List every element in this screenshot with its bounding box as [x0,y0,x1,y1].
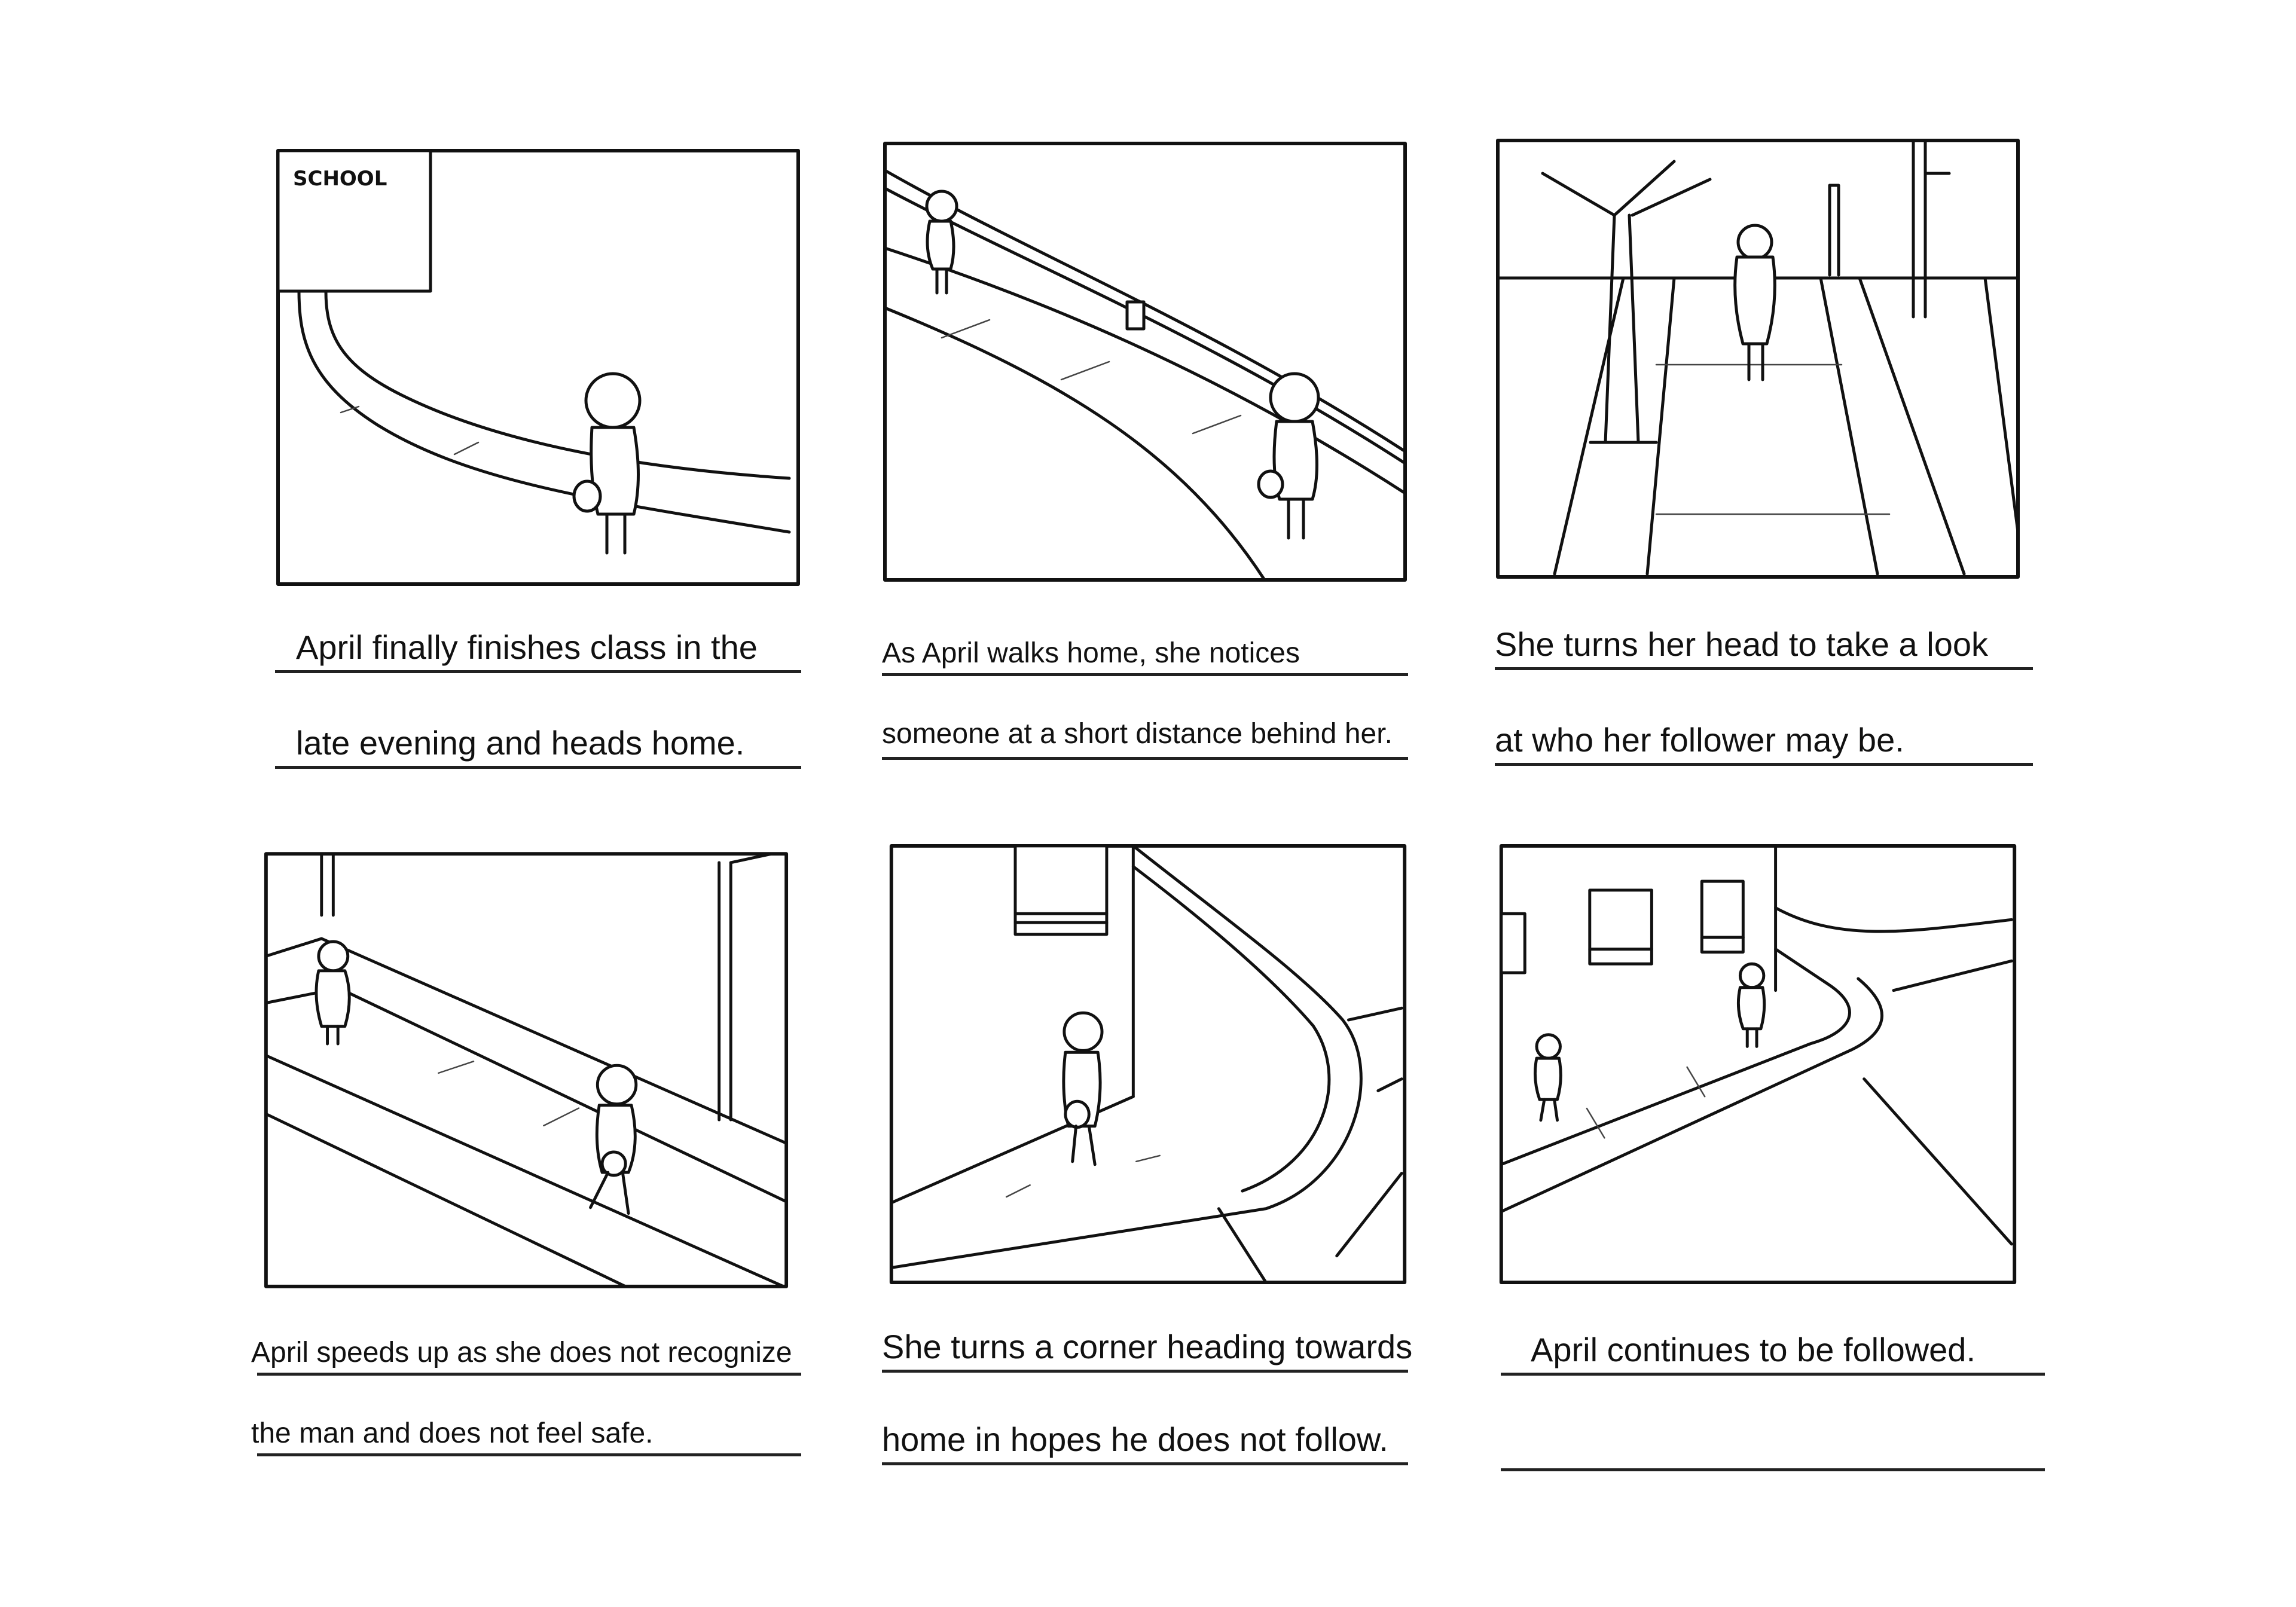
panel-6-drawing [1495,843,2021,1285]
panel-5-drawing [885,843,1411,1285]
april-head [1537,1035,1560,1058]
april-head [1738,225,1772,259]
panel-4-drawing [263,849,789,1291]
bag-icon [574,481,600,511]
storyboard-panel-3 [1495,138,2021,580]
caption-3-line-2: at who her follower may be. [1495,721,1904,759]
april-head [1064,1013,1102,1050]
bag-icon [1065,1101,1089,1127]
storyboard-panel-2 [882,140,1408,583]
building-window [1590,890,1652,964]
caption-1-line-2: late evening and heads home. [296,724,745,762]
caption-3-line-1: She turns her head to take a look [1495,625,1988,663]
storyboard-panel-6 [1495,843,2021,1285]
april-head [586,374,640,427]
storyboard-panel-5 [885,843,1411,1285]
caption-2-line-1: As April walks home, she notices [882,637,1300,669]
follower-head [319,942,348,971]
caption-6-line-1: April continues to be followed. [1531,1331,1976,1368]
april-head [597,1065,636,1104]
caption-2-line-2: someone at a short distance behind her. [882,718,1393,750]
caption-5-line-2: home in hopes he does not follow. [882,1420,1388,1458]
bag-icon [1259,471,1283,497]
storyboard-panel-4 [263,849,789,1291]
panel-2-drawing [882,140,1408,583]
panel-1-drawing [275,143,801,586]
caption-4-line-1: April speeds up as she does not recognize [251,1337,792,1368]
april-head [1271,374,1318,421]
storyboard-panel-1 [275,143,801,586]
building-window [1702,881,1743,952]
follower-head [1740,964,1763,987]
caption-5-line-1: She turns a corner heading towards [882,1328,1413,1365]
follower-head [927,191,957,221]
school-sign-text: SCHOOL [293,167,387,191]
panel-3-drawing [1495,138,2021,580]
caption-1-line-1: April finally finishes class in the [296,628,758,666]
fire-hydrant-icon [1127,302,1144,329]
caption-4-line-2: the man and does not feel safe. [251,1417,654,1449]
